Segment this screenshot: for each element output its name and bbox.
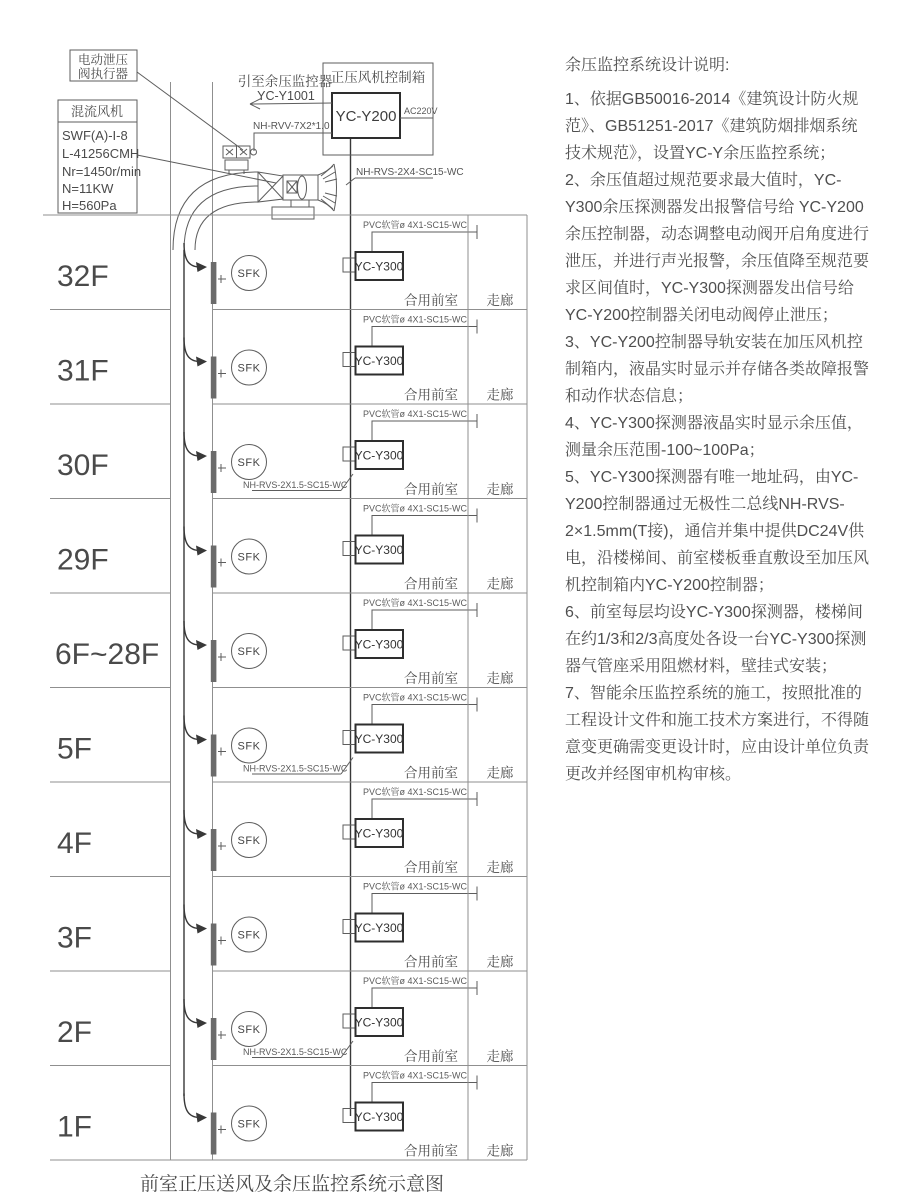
floor-label: 29F — [57, 543, 109, 577]
to-monitor-label1: 引至余压监控器 — [237, 74, 333, 89]
fan-symbol-label: SFK — [237, 835, 261, 847]
detector-label: YC-Y300 — [354, 448, 404, 463]
floor-label: 4F — [57, 827, 93, 860]
detector-label: YC-Y300 — [354, 354, 404, 368]
floor-row-29f — [50, 499, 527, 594]
duct-elbow-inner — [195, 202, 258, 250]
fan-symbol-label: SFK — [237, 551, 261, 564]
supply-damper — [211, 735, 217, 777]
detector-label: YC-Y300 — [354, 732, 404, 746]
floor-row-5f — [50, 688, 527, 783]
floor-label: 32F — [57, 260, 109, 293]
airflow-arrowhead — [196, 546, 207, 556]
note-item-3: 3、YC-Y200控制器导轨安装在加压风机控制箱内，液晶实时显示并存储各类故障报警和动作状态信息； — [565, 334, 870, 405]
design-notes-panel — [565, 52, 869, 788]
front-room-label: 合用前室 — [404, 482, 458, 497]
pvc-conduit-line — [372, 988, 477, 1008]
rvv-label: NH-RVV-7X2*1.0 — [253, 121, 330, 132]
controller-label: YC-Y200 — [335, 108, 397, 125]
supply-damper — [211, 1113, 217, 1155]
pvc-conduit-line — [372, 327, 477, 347]
outlet-bell-bottom — [318, 200, 334, 211]
front-room-label: 合用前室 — [404, 387, 458, 403]
front-room-label: 合用前室 — [404, 765, 458, 781]
corridor-label: 走廊 — [486, 1049, 514, 1064]
detector-label: YC-Y300 — [354, 259, 404, 274]
supply-damper — [211, 1018, 217, 1060]
pvc-conduit-line — [372, 894, 477, 914]
pvc-conduit-label: PVC软管ø 4X1-SC15-WC — [362, 976, 467, 986]
branch-wire-label: NH-RVS-2X1.5-SC15-WC — [243, 763, 348, 774]
fan-spec-leader-line — [137, 155, 276, 183]
control-cabinet — [323, 63, 438, 155]
fan-symbol-label: SFK — [237, 457, 261, 469]
detector-label: YC-Y300 — [354, 1110, 404, 1124]
front-room-label: 合用前室 — [404, 293, 458, 308]
airflow-arrowhead — [196, 357, 207, 367]
pvc-conduit-label: PVC软管ø 4X1-SC15-WC — [362, 220, 467, 230]
fan-symbol-label: SFK — [237, 929, 261, 942]
to-monitor-arrowhead-b — [250, 104, 260, 109]
fan-spec-speed: Nr=1450r/min — [62, 164, 142, 179]
corridor-label: 走廊 — [486, 765, 514, 781]
floor-label: 6F~28F — [55, 638, 160, 671]
corridor-label: 走廊 — [486, 576, 514, 592]
pvc-conduit-label: PVC软管ø 4X1-SC15-WC — [362, 692, 467, 703]
airflow-arrowhead — [196, 640, 207, 650]
supply-damper — [211, 640, 217, 682]
front-room-label: 合用前室 — [404, 1143, 458, 1159]
fan-base — [272, 207, 314, 219]
floor-row-31f — [50, 310, 527, 405]
to-monitor-wire-line — [250, 103, 332, 104]
note-item-2: 2、余压值超过规范要求最大值时，YC-Y300余压探测器发出报警信号给 YC-Y200余压控制器，动态调整电动阀开启角度进行泄压，并进行声光报警，余压值降至规范要求区间值时，YC-Y300探测器发出信号给YC-Y200控制器关闭电动阀停止泄压； — [565, 172, 870, 324]
fan-impeller — [298, 176, 307, 199]
bus-wire-label-group — [346, 167, 464, 185]
detector-label: YC-Y300 — [354, 543, 404, 557]
pvc-conduit-label: PVC软管ø 4X1-SC15-WC — [362, 881, 467, 892]
supply-damper — [211, 357, 217, 399]
corridor-label: 走廊 — [486, 671, 514, 686]
pvc-conduit-line — [372, 516, 477, 536]
airflow-arrowhead — [196, 924, 207, 934]
supply-damper — [211, 546, 217, 588]
outlet-bell-top — [318, 164, 334, 175]
airflow-arrowhead — [196, 1113, 207, 1123]
fan-spec-model: SWF(A)-I-8 — [62, 128, 128, 143]
airflow-arrowhead — [196, 262, 207, 272]
detector-label: YC-Y300 — [354, 1015, 404, 1030]
detector-label: YC-Y300 — [354, 921, 404, 935]
fan-symbol-label: SFK — [237, 740, 261, 753]
note-item-6: 6、前室每层均设YC-Y300探测器，楼梯间在约1/3和2/3高度处各设一台YC-Y300探测器气管座采用阻燃材料，壁挂式安装； — [565, 604, 867, 675]
pvc-conduit-line — [372, 421, 477, 441]
stair-shaft — [171, 82, 213, 1160]
note-item-4: 4、YC-Y300探测器液晶实时显示余压值，测量余压范围-100~100Pa； — [565, 415, 863, 459]
control-cabinet-title: 正压风机控制箱 — [330, 70, 426, 85]
fan-spec-pressure: H=560Pa — [62, 198, 117, 213]
detector-label: YC-Y300 — [354, 637, 404, 652]
monitor-wire — [238, 73, 333, 109]
airflow-arrowhead — [196, 1018, 207, 1028]
airflow-arrowhead — [196, 829, 207, 839]
fan-symbol-label: SFK — [237, 646, 261, 658]
note-item-5: 5、YC-Y300探测器有唯一地址码，由YC-Y200控制器通过无极性二总线NH-RVS-2×1.5mm(T接)，通信并集中提供DC24V供电，沿楼梯间、前室楼板垂直敷设至加压风机控制箱内YC-Y200控制器； — [565, 469, 870, 594]
actuator-label-line2: 阀执行器 — [77, 67, 129, 81]
supply-damper — [211, 451, 217, 493]
pvc-conduit-line — [372, 232, 477, 252]
outlet-mouth — [334, 164, 337, 211]
diagram-caption: 前室正压送风及余压监控系统示意图 — [139, 1174, 445, 1195]
rvv-wire — [253, 121, 332, 151]
floor-label: 1F — [57, 1110, 93, 1144]
floor-row-30f — [50, 404, 527, 499]
bus-label: NH-RVS-2X4-SC15-WC — [356, 167, 464, 178]
front-room-label: 合用前室 — [404, 671, 458, 686]
power-label: AC220V — [404, 106, 438, 116]
corridor-label: 走廊 — [486, 482, 514, 497]
pvc-conduit-label: PVC软管ø 4X1-SC15-WC — [362, 1070, 467, 1081]
supply-damper — [211, 829, 217, 871]
front-room-label: 合用前室 — [404, 954, 458, 970]
corridor-label: 走廊 — [486, 860, 514, 875]
branch-wire-label: NH-RVS-2X1.5-SC15-WC — [243, 480, 348, 490]
fan-spec-power: N=11KW — [62, 181, 114, 196]
supply-damper — [211, 924, 217, 966]
notes-title: 余压监控系统设计说明: — [565, 57, 730, 74]
corridor-label: 走廊 — [486, 1143, 514, 1159]
note-item-1: 1、依据GB50016-2014《建筑设计防火规范》、GB51251-2017《建筑防烟排烟系统技术规范》，设置YC-Y余压监控系统； — [565, 91, 859, 162]
fan-symbol-label: SFK — [237, 362, 261, 375]
pvc-conduit-line — [372, 1083, 477, 1103]
floor-label: 30F — [57, 449, 109, 482]
front-room-label: 合用前室 — [404, 576, 458, 592]
branch-wire-label: NH-RVS-2X1.5-SC15-WC — [243, 1047, 348, 1057]
floor-row-4f — [50, 782, 527, 877]
duct-elbow-mid — [184, 186, 258, 250]
to-monitor-label2: YC-Y1001 — [257, 89, 315, 103]
pvc-conduit-label: PVC软管ø 4X1-SC15-WC — [362, 787, 467, 797]
fan-symbol-label: SFK — [237, 1024, 261, 1036]
fan-spec-box — [58, 100, 276, 213]
corridor-label: 走廊 — [486, 954, 514, 970]
floor-row-6f-28f — [50, 593, 527, 688]
relief-valve — [223, 146, 257, 174]
airflow-arrowhead — [196, 735, 207, 745]
fan-symbol-label: SFK — [237, 1118, 261, 1131]
floor-row-1f — [50, 1066, 527, 1161]
relief-valve-stand — [225, 160, 248, 170]
note-item-7: 7、智能余压监控系统的施工，按照批准的工程设计文件和施工技术方案进行，不得随意变更确需变更设计时，应由设计单位负责更改并经图审机构审核。 — [565, 685, 870, 783]
pvc-conduit-line — [372, 799, 477, 819]
floor-row-3f — [50, 877, 527, 972]
front-room-label: 合用前室 — [404, 1049, 458, 1064]
actuator-leader-line — [137, 72, 243, 150]
corridor-label: 走廊 — [486, 293, 514, 308]
floor-label: 3F — [57, 921, 93, 955]
pvc-conduit-label: PVC软管ø 4X1-SC15-WC — [362, 409, 467, 419]
floor-label: 31F — [57, 354, 109, 388]
actuator-label-line1: 电动泄压 — [77, 53, 129, 67]
airflow-arrowhead — [196, 451, 207, 461]
floor-label: 5F — [57, 732, 93, 766]
fan-spec-flow: L-41256CMH — [62, 146, 140, 161]
floor-row-2f — [50, 971, 527, 1066]
floor-label: 2F — [57, 1016, 93, 1049]
fan-symbol-label: SFK — [237, 268, 261, 280]
detector-label: YC-Y300 — [354, 826, 404, 841]
fan-spec-title: 混流风机 — [70, 104, 124, 119]
rvv-wire-line — [254, 133, 332, 151]
fan-assembly — [173, 164, 337, 250]
supply-damper — [211, 262, 217, 304]
pvc-conduit-label: PVC软管ø 4X1-SC15-WC — [362, 503, 467, 514]
pvc-conduit-line — [372, 705, 477, 725]
fan-casing — [283, 175, 318, 200]
pvc-conduit-line — [372, 610, 477, 630]
pvc-conduit-label: PVC软管ø 4X1-SC15-WC — [362, 314, 467, 325]
pvc-conduit-label: PVC软管ø 4X1-SC15-WC — [362, 598, 467, 608]
floor-row-32f — [43, 215, 527, 310]
front-room-label: 合用前室 — [404, 860, 458, 875]
corridor-label: 走廊 — [486, 387, 514, 403]
